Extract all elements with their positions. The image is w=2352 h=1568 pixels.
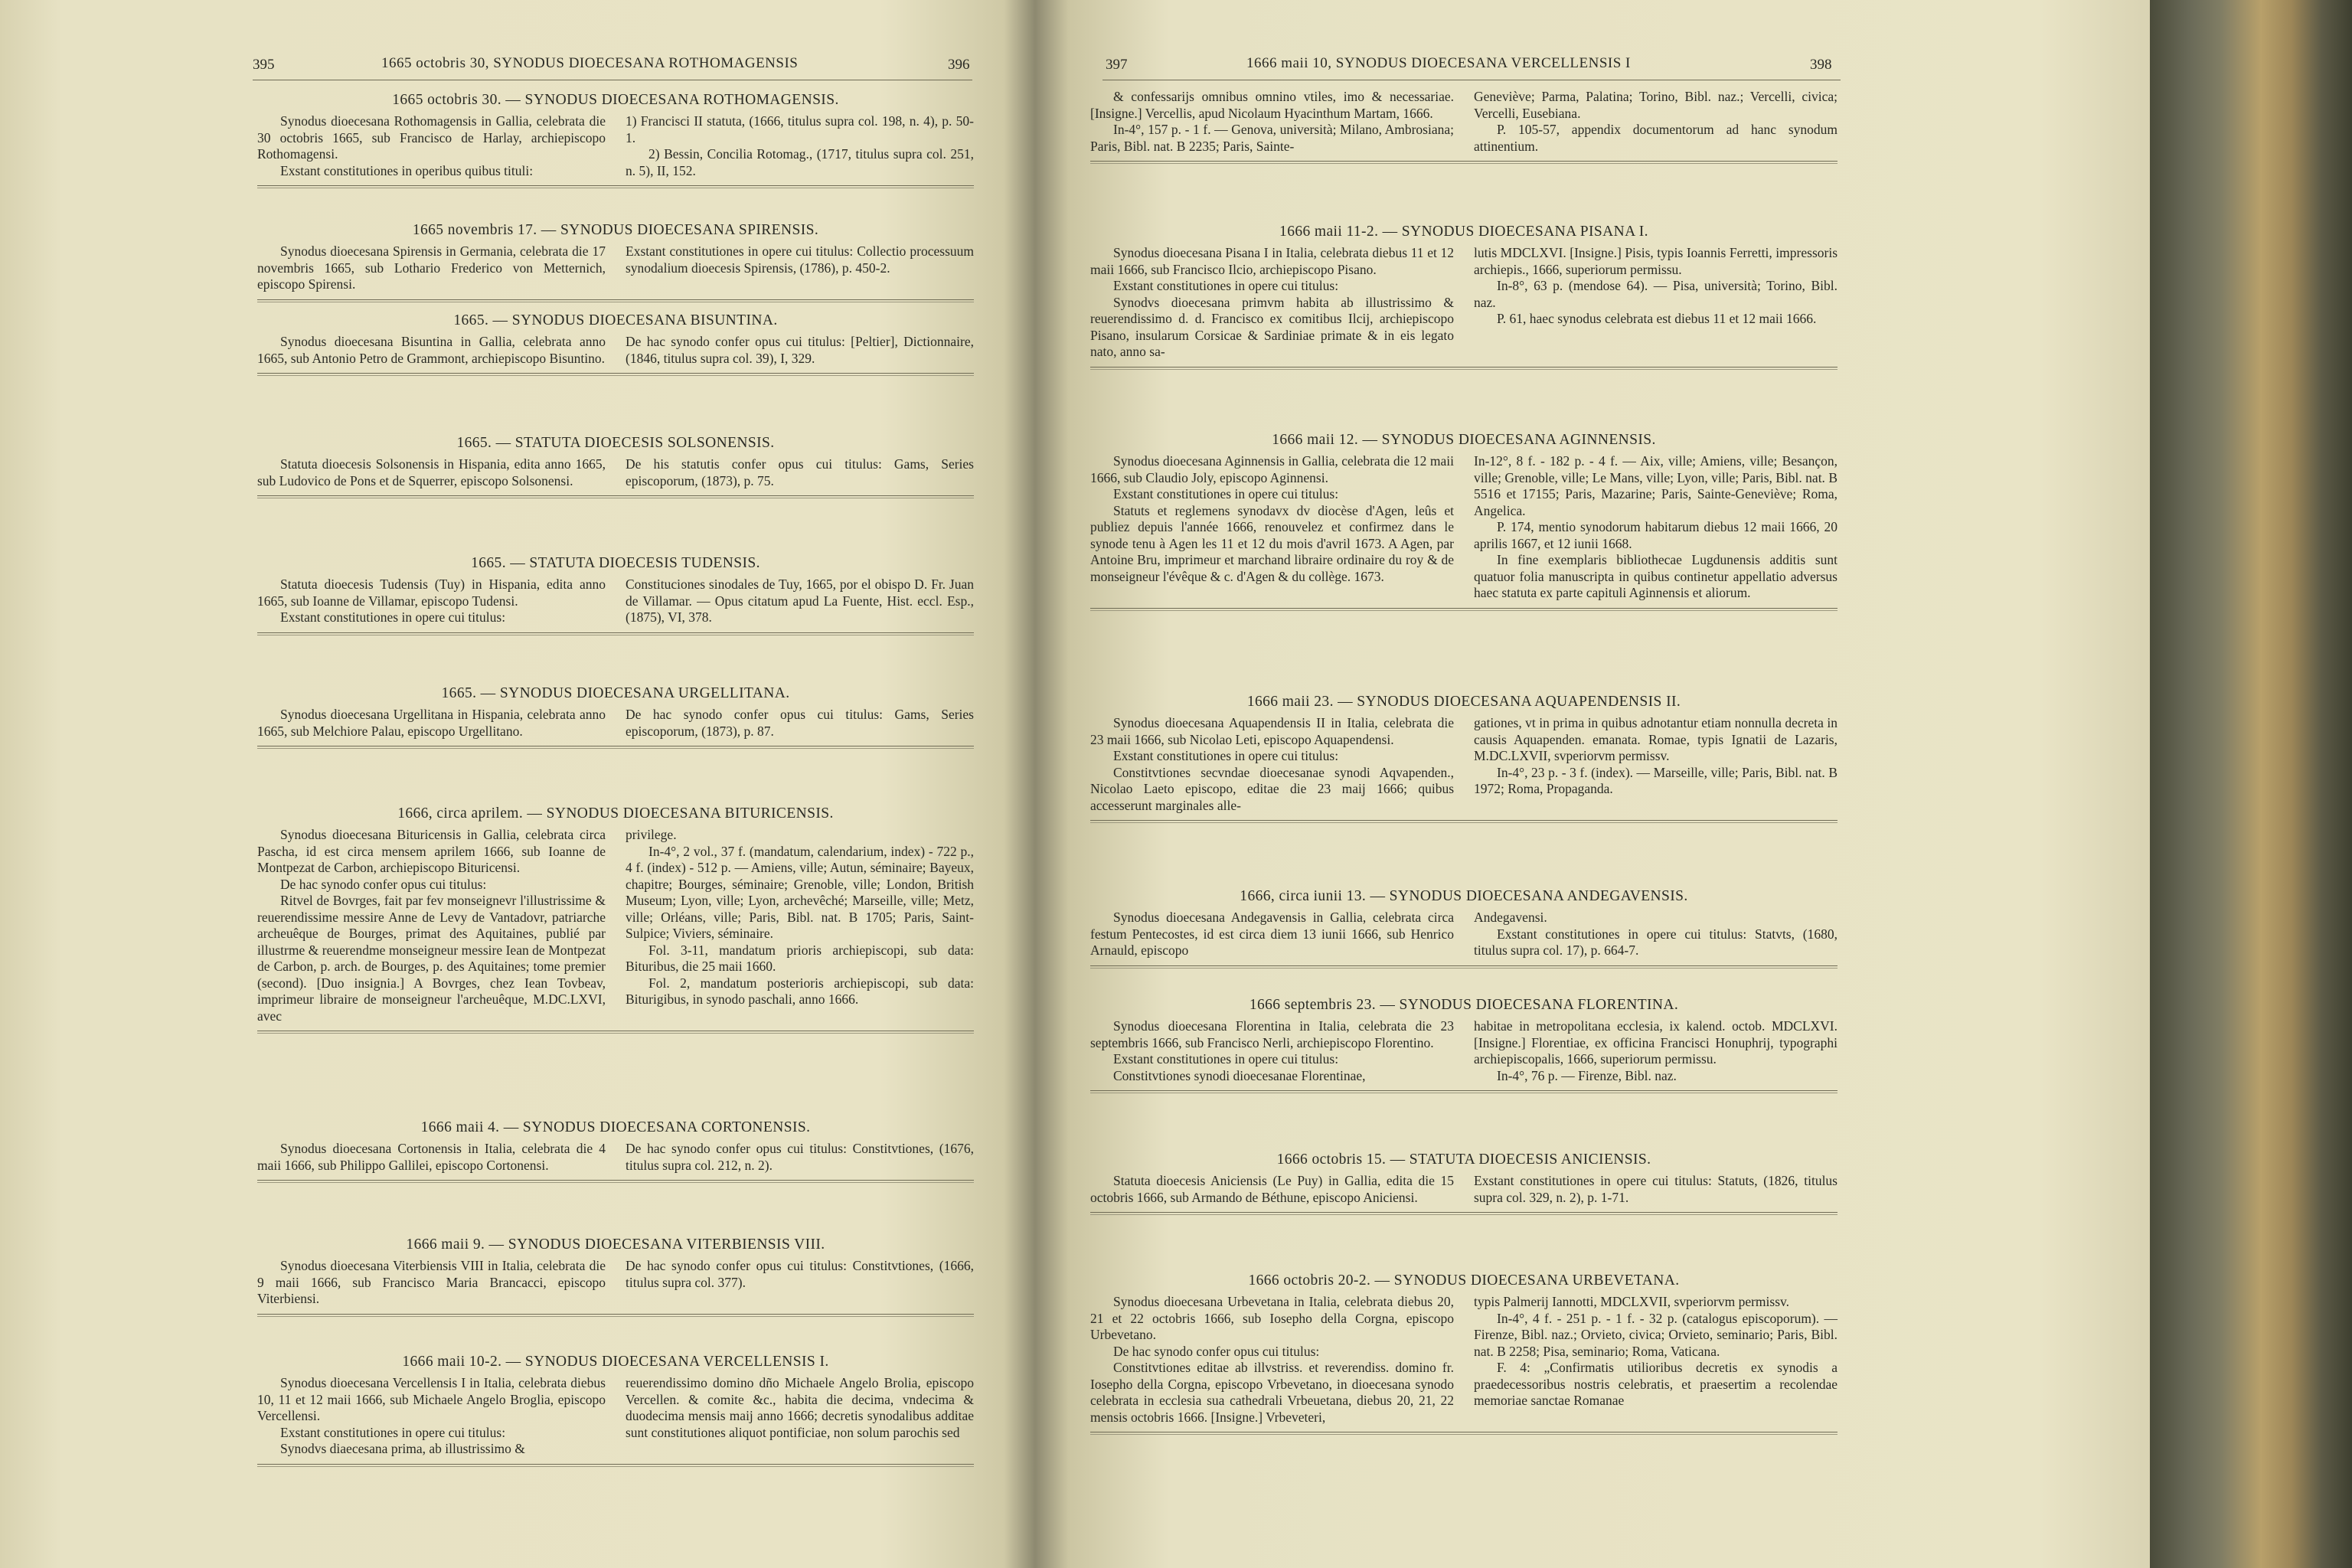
entry-separator (257, 1031, 974, 1034)
entry-paragraph: Exstant constitutiones in opere cui titulus: Statuts, (1826, titulus supra col. 329, n. 2), p. 1-71. (1474, 1173, 1838, 1205)
entry-paragraph: In-12°, 8 f. - 182 p. - 4 f. — Aix, ville; Amiens, ville; Besançon, ville; Grenoble, ville; Le Mans, ville; Lyon, ville; Paris, Bibl. nat. B 5516 et 17155; Paris, Mazarine; Paris, Sainte-Geneviève; Roma, Angelica. (1474, 453, 1838, 518)
entry-paragraph: Exstant constitutiones in opere cui titulus: (1113, 748, 1339, 763)
entry-column (626, 1141, 974, 1174)
entry-title: 1666 maii 10-2. — SYNODUS DIOECESANA VERCELLENSIS I. (402, 1354, 829, 1370)
entry-column (257, 1141, 606, 1174)
entry-paragraph: In-4°, 76 p. — Firenze, Bibl. naz. (1497, 1067, 1677, 1083)
entry-column (1474, 1018, 1838, 1084)
entry-paragraph: Constitvtiones editae ab illvstriss. et reverendiss. domino fr. Iosepho della Corgna, episcopo Vrbevetano, in dioecesana synodo celebrata in ecclesia sua cathedrali Vrbeuetana, diebus 20, 21, 22 mensis octobris 1666. [Insigne.] Vrbeveteri, (1090, 1360, 1454, 1425)
running-head-left: 1665 octobris 30, SYNODUS DIOECESANA ROTHOMAGENSIS (381, 55, 799, 71)
entry-title: 1666, circa aprilem. — SYNODUS DIOECESANA BITURICENSIS. (397, 805, 834, 822)
entry-title: 1666 maii 9. — SYNODUS DIOECESANA VITERBIENSIS VIII. (406, 1236, 825, 1253)
entry-separator (1090, 965, 1838, 969)
entry-3 (257, 435, 974, 498)
entry-paragraph: De hac synodo confer opus cui titulus: [Peltier], Dictionnaire, (1846, titulus supra col. 39), I, 329. (626, 334, 974, 366)
entry-column (257, 707, 606, 740)
entry-paragraph: Geneviève; Parma, Palatina; Torino, Bibl. naz.; Vercelli, civica; Vercelli, Eusebiana. (1474, 89, 1838, 121)
entry-column (626, 243, 974, 293)
entry-column (1474, 1173, 1838, 1206)
entry-paragraph: Exstant constitutiones in opere cui titulus: (1113, 1051, 1339, 1067)
entry-4 (257, 555, 974, 635)
entry-separator (257, 495, 974, 498)
page-number-right: 398 (1810, 57, 1832, 73)
entry-column (257, 334, 606, 367)
entry-column (1090, 910, 1454, 959)
entry-column (257, 827, 606, 1024)
entry-paragraph: Synodus dioecesana Aginnensis in Gallia, celebrata die 12 maii 1666, sub Claudio Joly, episcopo Aginnensi. (1090, 453, 1454, 485)
entry-paragraph: Synodus dioecesana Bisuntina in Gallia, celebrata anno 1665, sub Antonio Petro de Grammont, archiepiscopo Bisuntino. (257, 334, 606, 366)
entry-paragraph: In-4°, 23 p. - 3 f. (index). — Marseille, ville; Paris, Bibl. nat. B 1972; Roma, Propaganda. (1474, 764, 1838, 796)
entry-column (257, 243, 606, 293)
entry-title: 1666 maii 11-2. — SYNODUS DIOECESANA PISANA I. (1279, 224, 1648, 240)
entry-separator (257, 299, 974, 302)
page-number-right: 396 (948, 57, 970, 73)
entry-0 (257, 92, 974, 188)
entry-paragraph: In fine exemplaris bibliothecae Lugdunensis additis sunt quatuor folia manuscripta in quibus continetur appellatio adversus haec statuta ex parte capituli Aginnensis et aliorum. (1474, 552, 1838, 600)
entry-column (626, 1258, 974, 1308)
entry-2 (1090, 694, 1838, 823)
entry-paragraph: De hac synodo confer opus cui titulus: Gams, Series episcoporum, (1873), p. 87. (626, 707, 974, 739)
entry-8 (257, 1236, 974, 1317)
entry-title: 1666 octobris 15. — STATUTA DIOECESIS ANICIENSIS. (1276, 1152, 1651, 1168)
entry-paragraph: Synodus dioecesana Aquapendensis II in Italia, celebrata die 23 maii 1666, sub Nicolao Leti, episcopo Aquapendensi. (1090, 715, 1454, 747)
entry-column (257, 577, 606, 626)
entry-paragraph: Exstant constitutiones in opere cui titulus: Collectio processuum synodalium dioecesis Spirensis, (1786), p. 450-2. (626, 243, 974, 276)
entry-paragraph: Synodus dioecesana Urbevetana in Italia, celebrata diebus 20, 21 et 22 octobris 1666, sub Iosepho della Corgna, episcopo Urbevetano. (1090, 1294, 1454, 1342)
entry-title: 1665 octobris 30. — SYNODUS DIOECESANA ROTHOMAGENSIS. (392, 92, 839, 108)
entry-paragraph: Synodus dioecesana Viterbiensis VIII in Italia, celebrata die 9 maii 1666, sub Francisco Maria Brancacci, episcopo Viterbiensi. (257, 1258, 606, 1306)
entry-paragraph: P. 105-57, appendix documentorum ad hanc synodum attinentium. (1474, 122, 1838, 154)
entry-paragraph: Synodvs dioecesana primvm habita ab illustrissimo & reuerendissimo d. d. Francisco ex comitibus Ilcij, archiepiscopo Pisano, insularum Corsicae & Sardiniae primate & in eis legato nato, anno sa- (1090, 294, 1454, 359)
entry-paragraph: Andegavensi. (1474, 910, 1547, 925)
entry-paragraph: Fol. 3-11, mandatum prioris archiepiscopi, sub data: Bituribus, die 25 maii 1660. (626, 942, 974, 974)
entry-column (626, 1375, 974, 1458)
entry-5 (1090, 1152, 1838, 1215)
entry-column (1474, 453, 1838, 602)
entry-column (1474, 715, 1838, 814)
entry-paragraph: 2) Bessin, Concilia Rotomag., (1717, titulus supra col. 251, n. 5), II, 152. (626, 146, 974, 178)
entry-column (626, 827, 974, 1024)
entry-paragraph: habitae in metropolitana ecclesia, ix kalend. octob. MDCLXVI. [Insigne.] Florentiae, ex officina Francisci Honuphrij, typographi archiepiscopalis, 1666, superiorum permissu. (1474, 1018, 1838, 1067)
entry-paragraph: Synodus dioecesana Cortonensis in Italia, celebrata die 4 maii 1666, sub Philippo Gallilei, episcopo Cortonensi. (257, 1141, 606, 1173)
entry-separator (257, 1464, 974, 1467)
entry-3 (1090, 888, 1838, 969)
entry-column (257, 113, 606, 179)
entry-column (626, 113, 974, 179)
entry-paragraph: Synodvs diaecesana prima, ab illustrissimo & (280, 1441, 525, 1456)
entry-paragraph: Synodus dioecesana Andegavensis in Gallia, celebrata circa festum Pentecostes, id est circa diem 13 iunii 1666, sub Henrico Arnauld, episcopo (1090, 910, 1454, 958)
entry-paragraph: In-4°, 157 p. - 1 f. — Genova, università; Milano, Ambrosiana; Paris, Bibl. nat. B 2235; Paris, Sainte- (1090, 122, 1454, 154)
entry-paragraph: lutis MDCLXVI. [Insigne.] Pisis, typis Ioannis Ferretti, impressoris archiepis., 1666, superiorum permissu. (1474, 245, 1838, 277)
entry-paragraph: In-8°, 63 p. (mendose 64). — Pisa, università; Torino, Bibl. naz. (1474, 278, 1838, 310)
entry-column (1474, 245, 1838, 361)
entry-paragraph: & confessarijs omnibus omnino vtiles, imo & necessariae. [Insigne.] Vercellis, apud Nicolaum Hyacinthum Martam, 1666. (1090, 89, 1454, 121)
entry-paragraph: Exstant constitutiones in opere cui titulus: (280, 1424, 506, 1440)
entry-title: 1665. — STATUTA DIOECESIS TUDENSIS. (471, 555, 760, 571)
entry-separator (257, 185, 974, 188)
entry-paragraph: F. 4: „Confirmatis utilioribus decretis ex synodis a praedecessoribus nostris celebratis, et praesertim a recolendae memoriae sanctae Romanae (1474, 1360, 1838, 1408)
entry-paragraph: De hac synodo confer opus cui titulus: Constitvtiones, (1666, titulus supra col. 377). (626, 1258, 974, 1290)
entry-paragraph: Statuta dioecesis Solsonensis in Hispania, edita anno 1665, sub Ludovico de Pons et de Squerrer, episcopo Solsonensi. (257, 456, 606, 488)
entry-column (257, 1375, 606, 1458)
entry-paragraph: Constitvtiones synodi dioecesanae Florentinae, (1113, 1067, 1366, 1083)
entry-paragraph: De hac synodo confer opus cui titulus: Constitvtiones, (1676, titulus supra col. 212, n. 2). (626, 1141, 974, 1173)
entry-separator (257, 632, 974, 635)
entry-paragraph: typis Palmerij Iannotti, MDCLXVII, svperiorvm permissv. (1474, 1294, 1790, 1309)
entry-separator (257, 373, 974, 376)
entry-column (1090, 89, 1454, 155)
entry-paragraph: gationes, vt in prima in quibus adnotantur etiam nonnulla decreta in causis Aquapenden. emanata. Romae, typis Ignatii de Lazaris, M.DC.LXVII, svperiorvm permissv. (1474, 715, 1838, 763)
entry-2 (257, 312, 974, 376)
right-page (1035, 0, 2150, 1568)
entry-separator (257, 1314, 974, 1317)
entry-separator (1090, 367, 1838, 370)
page-number-left: 395 (253, 57, 275, 73)
entry-column (1090, 1018, 1454, 1084)
entry-separator (257, 746, 974, 749)
entry-paragraph: P. 61, haec synodus celebrata est diebus 11 et 12 maii 1666. (1497, 311, 1817, 326)
entry-paragraph: Exstant constitutiones in operibus quibus tituli: (280, 162, 534, 178)
entry-4 (1090, 997, 1838, 1093)
entry-paragraph: Ritvel de Bovrges, fait par fev monseignevr l'illustrissime & reuerendissime messire Anne de Levy de Vantadovr, patriarche archeuêque de Bourges, primat des Aquitaines, publié par illustrme & reuerendme monseigneur messire Iean de Montpezat de Carbon, p. arch. de Bourges, p. des Aquitaines; tome premier (second). [Duo insignia.] A Bovrges, chez Iean Tovbeav, imprimeur libraire de monseigneur l'archeuêque, M.DC.LXVI, avec (257, 893, 606, 1024)
entry-paragraph: Synodus dioecesana Spirensis in Germania, celebrata die 17 novembris 1665, sub Lothario Frederico von Metternich, episcopo Spirensi. (257, 243, 606, 292)
entry-9 (257, 1354, 974, 1467)
entry-column (626, 707, 974, 740)
entry-column (1090, 715, 1454, 814)
entry-title: 1665. — SYNODUS DIOECESANA URGELLITANA. (441, 685, 790, 701)
entry-1 (257, 222, 974, 302)
entry-paragraph: Exstant constitutiones in opere cui titulus: Statvts, (1680, titulus supra col. 17), p. 664-7. (1474, 926, 1838, 958)
entry-paragraph: Exstant constitutiones in opere cui titulus: (1113, 486, 1339, 501)
entry-title: 1666 maii 23. — SYNODUS DIOECESANA AQUAPENDENSIS II. (1246, 694, 1681, 710)
entry-paragraph: P. 174, mentio synodorum habitarum diebus 12 maii 1666, 20 aprilis 1667, et 12 iunii 1668. (1474, 519, 1838, 551)
entry-column (626, 334, 974, 367)
entry-paragraph: 1) Francisci II statuta, (1666, titulus supra col. 198, n. 4), p. 50-1. (626, 113, 974, 145)
entry-title: 1666 septembris 23. — SYNODUS DIOECESANA FLORENTINA. (1249, 997, 1679, 1013)
entry-paragraph: Synodus dioecesana Rothomagensis in Gallia, celebrata die 30 octobris 1665, sub Francisco de Harlay, archiepiscopo Rothomagensi. (257, 113, 606, 162)
entry-column (1090, 453, 1454, 602)
entry-column (1474, 1294, 1838, 1426)
entry-column (257, 456, 606, 489)
entry-5 (257, 685, 974, 749)
entry-paragraph: De hac synodo confer opus cui titulus: (280, 876, 487, 892)
entry-title: 1665. — STATUTA DIOECESIS SOLSONENSIS. (456, 435, 775, 451)
entry-paragraph: Statuta dioecesis Aniciensis (Le Puy) in Gallia, edita die 15 octobris 1666, sub Armando de Béthune, episcopo Aniciensi. (1090, 1173, 1454, 1205)
entry-1 (1090, 432, 1838, 611)
entry-paragraph: Exstant constitutiones in opere cui titulus: (1113, 278, 1339, 293)
entry-paragraph: Synodus dioecesana Bituricensis in Gallia, celebrata circa Pascha, id est circa mensem aprilem 1666, sub Ioanne de Montpezat de Carbon, archiepiscopo Bituricensi. (257, 827, 606, 875)
book-edge (2150, 0, 2352, 1568)
entry-0 (1090, 224, 1838, 370)
entry-column (1474, 910, 1838, 959)
left-page (0, 0, 1035, 1568)
entry-column (1474, 89, 1838, 155)
entry-top (1090, 89, 1838, 164)
entry-paragraph: Constituciones sinodales de Tuy, 1665, por el obispo D. Fr. Juan de Villamar. — Opus citatum apud La Fuente, Hist. eccl. Esp., (1875), VI, 378. (626, 577, 974, 625)
entry-6 (257, 805, 974, 1034)
entry-paragraph: Synodus dioecesana Pisana I in Italia, celebrata diebus 11 et 12 maii 1666, sub Francisco Ilcio, archiepiscopo Pisano. (1090, 245, 1454, 277)
running-head-right: 1666 maii 10, SYNODUS DIOECESANA VERCELLENSIS I (1246, 55, 1631, 71)
entry-paragraph: In-4°, 4 f. - 251 p. - 1 f. - 32 p. (catalogus episcoporum). — Firenze, Bibl. naz.; Orvieto, civica; Orvieto, seminario; Paris, Bibl. nat. B 2258; Pisa, seminario; Roma, Vaticana. (1474, 1310, 1838, 1359)
entry-title: 1666, circa iunii 13. — SYNODUS DIOECESANA ANDEGAVENSIS. (1240, 888, 1688, 904)
entry-paragraph: Statuta dioecesis Tudensis (Tuy) in Hispania, edita anno 1665, sub Ioanne de Villamar, episcopo Tudensi. (257, 577, 606, 609)
entry-7 (257, 1119, 974, 1183)
entry-paragraph: De his statutis confer opus cui titulus: Gams, Series episcoporum, (1873), p. 75. (626, 456, 974, 488)
entry-title: 1666 maii 12. — SYNODUS DIOECESANA AGINNENSIS. (1272, 432, 1656, 448)
entry-paragraph: privilege. (626, 827, 677, 842)
entry-separator (1090, 1090, 1838, 1093)
entry-column (257, 1258, 606, 1308)
entry-separator (1090, 1432, 1838, 1435)
entry-column (1090, 245, 1454, 361)
entry-column (626, 456, 974, 489)
entry-paragraph: Synodus dioecesana Vercellensis I in Italia, celebrata diebus 10, 11 et 12 maii 1666, sub Michaele Angelo Broglia, episcopo Vercellensi. (257, 1375, 606, 1423)
entry-6 (1090, 1272, 1838, 1435)
entry-column (626, 577, 974, 626)
entry-separator (257, 1180, 974, 1183)
entry-paragraph: Constitvtiones secvndae dioecesanae synodi Aqvapenden., Nicolao Laeto episcopo, editae die 23 maij 1666; quibus accesserunt marginales alle- (1090, 764, 1454, 813)
entry-paragraph: In-4°, 2 vol., 37 f. (mandatum, calendarium, index) - 722 p., 4 f. (index) - 512 p. — Amiens, ville; Autun, séminaire; Bayeux, chapitre; Bourges, séminaire; Grenoble, ville; London, British Museum; Lyon, ville; Lyon, archevêché; Marseille, ville; Metz, ville; Orléans, ville; Paris, Bibl. nat. B 1705; Paris, Saint-Sulpice; Viviers, séminaire. (626, 843, 974, 941)
entry-separator (1090, 1212, 1838, 1215)
entry-paragraph: Synodus dioecesana Florentina in Italia, celebrata die 23 septembris 1666, sub Francisco Nerli, archiepiscopo Florentino. (1090, 1018, 1454, 1050)
entry-paragraph: Synodus dioecesana Urgellitana in Hispania, celebrata anno 1665, sub Melchiore Palau, episcopo Urgellitano. (257, 707, 606, 739)
entry-title: 1666 octobris 20-2. — SYNODUS DIOECESANA URBEVETANA. (1248, 1272, 1680, 1289)
entry-paragraph: Exstant constitutiones in opere cui titulus: (280, 609, 506, 625)
entry-title: 1665 novembris 17. — SYNODUS DIOECESANA SPIRENSIS. (412, 222, 819, 238)
entry-column (1090, 1294, 1454, 1426)
entry-paragraph: Fol. 2, mandatum posterioris archiepiscopi, sub data: Biturigibus, in synodo paschali, anno 1666. (626, 975, 974, 1007)
entry-paragraph: Statuts et reglemens synodavx dv diocèse d'Agen, leûs et publiez depuis l'année 1666, renouvelez et confirmez dans le synode tenu à Agen les 11 et 12 du mois d'avril 1673. A Agen, par Antoine Bru, imprimeur et marchand libraire ordinaire du roy & de monseigneur l'évêque & c. d'Agen & du collège. 1673. (1090, 502, 1454, 584)
entry-column (1090, 1173, 1454, 1206)
entry-title: 1665. — SYNODUS DIOECESANA BISUNTINA. (453, 312, 778, 328)
entry-title: 1666 maii 4. — SYNODUS DIOECESANA CORTONENSIS. (420, 1119, 811, 1135)
entry-separator (1090, 161, 1838, 164)
entry-paragraph: De hac synodo confer opus cui titulus: (1113, 1343, 1320, 1359)
entry-separator (1090, 608, 1838, 611)
page-number-left: 397 (1106, 57, 1128, 73)
entry-paragraph: reuerendissimo domino dño Michaele Angelo Brolia, episcopo Vercellen. & comite &c., habita die decima, vndecima & duodecima mensis maij anno 1666; decretis synodalibus additae sunt constitutiones aliquot pontificiae, non solum parochis sed (626, 1375, 974, 1440)
entry-separator (1090, 820, 1838, 823)
